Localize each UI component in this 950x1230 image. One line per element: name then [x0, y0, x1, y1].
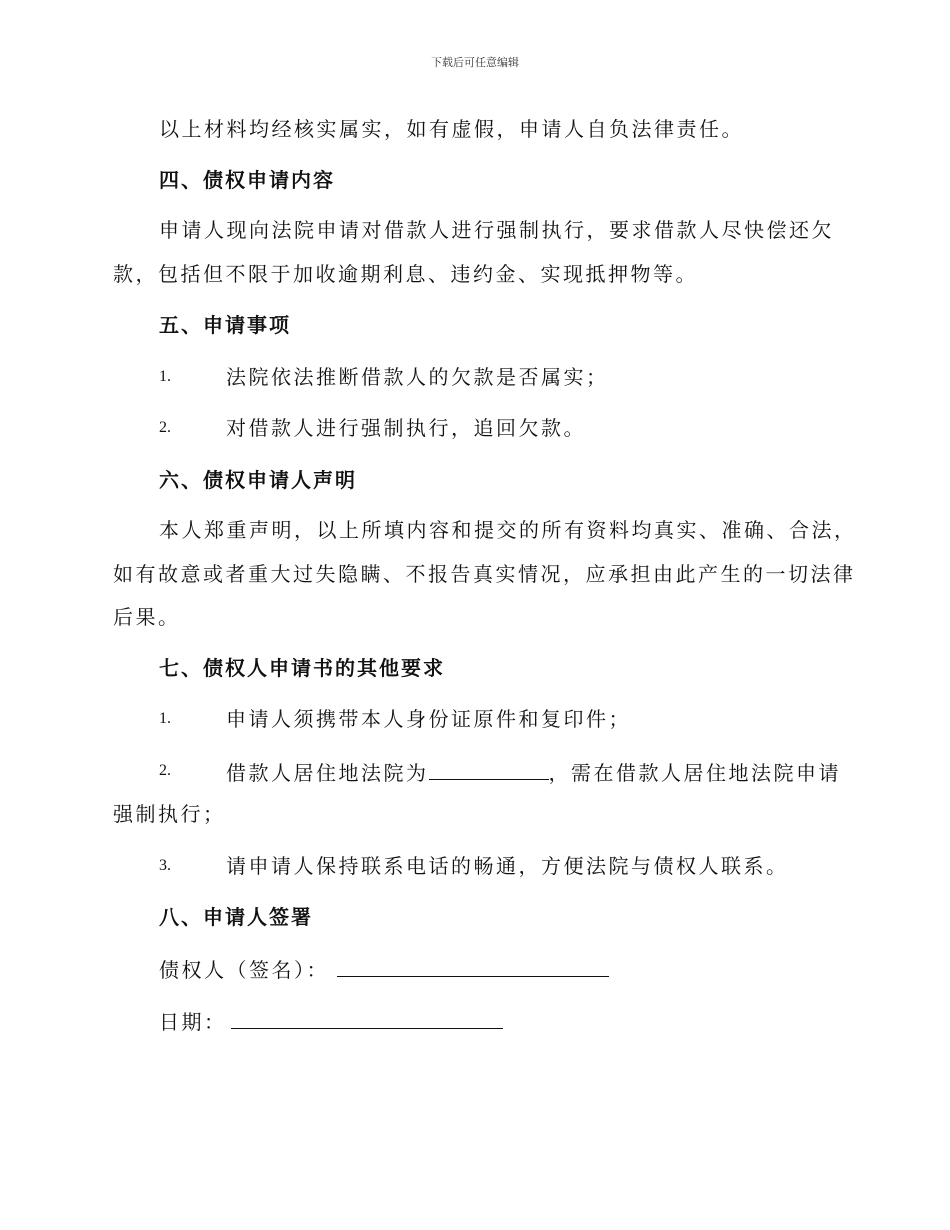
date-label: 日期：: [159, 1010, 227, 1034]
section-5-item-2-text: 对借款人进行强制执行，追回欠款。: [226, 416, 586, 440]
section-6-line-1: 本人郑重声明，以上所填内容和提交的所有资料均真实、准确、合法，: [159, 518, 857, 542]
section-6-title: 六、债权申请人声明: [159, 468, 357, 492]
section-6-line-2: 如有故意或者重大过失隐瞒、不报告真实情况，应承担由此产生的一切法律: [113, 562, 856, 586]
page-header: 下载后可任意编辑: [431, 56, 519, 69]
section-5-item-1-number: 1.: [159, 368, 171, 385]
section-7-item-3-number: 3.: [159, 857, 171, 874]
section-7-item-2-text-after: ，需在借款人居住地法院申请: [548, 761, 841, 785]
section-7-item-2-number: 2.: [159, 762, 171, 779]
section-7-item-3-text: 请申请人保持联系电话的畅通，方便法院与债权人联系。: [226, 854, 789, 878]
materials-closing-statement: 以上材料均经核实属实，如有虚假，申请人自负法律责任。: [159, 117, 744, 141]
section-5-item-1-text: 法院依法推断借款人的欠款是否属实；: [226, 365, 609, 389]
court-name-blank: [429, 759, 549, 780]
signature-row: [159, 956, 609, 982]
signature-blank: [337, 956, 609, 977]
section-6-line-3: 后果。: [113, 605, 181, 629]
signature-label: 债权人（签名）：: [159, 958, 329, 982]
section-7-item-1-number: 1.: [159, 710, 171, 727]
date-blank: [231, 1008, 503, 1029]
section-7-item-2-text-before: 借款人居住地法院为: [226, 761, 429, 785]
section-7-title: 七、债权人申请书的其他要求: [159, 656, 445, 680]
section-4-paragraph-line-2: 款，包括但不限于加收逾期利息、违约金、实现抵押物等。: [113, 262, 698, 286]
date-row: [159, 1008, 503, 1034]
section-5-item-2-number: 2.: [159, 419, 171, 436]
section-5-title: 五、申请事项: [159, 313, 291, 337]
section-4-title: 四、债权申请内容: [159, 168, 335, 192]
section-4-paragraph-line-1: 申请人现向法院申请对借款人进行强制执行，要求借款人尽快偿还欠: [159, 218, 834, 242]
section-8-title: 八、申请人签署: [159, 905, 313, 929]
section-7-item-2-line: [226, 759, 841, 785]
section-7-item-2-continuation: 强制执行；: [113, 802, 226, 826]
section-7-item-1-text: 申请人须携带本人身份证原件和复印件；: [226, 707, 631, 731]
